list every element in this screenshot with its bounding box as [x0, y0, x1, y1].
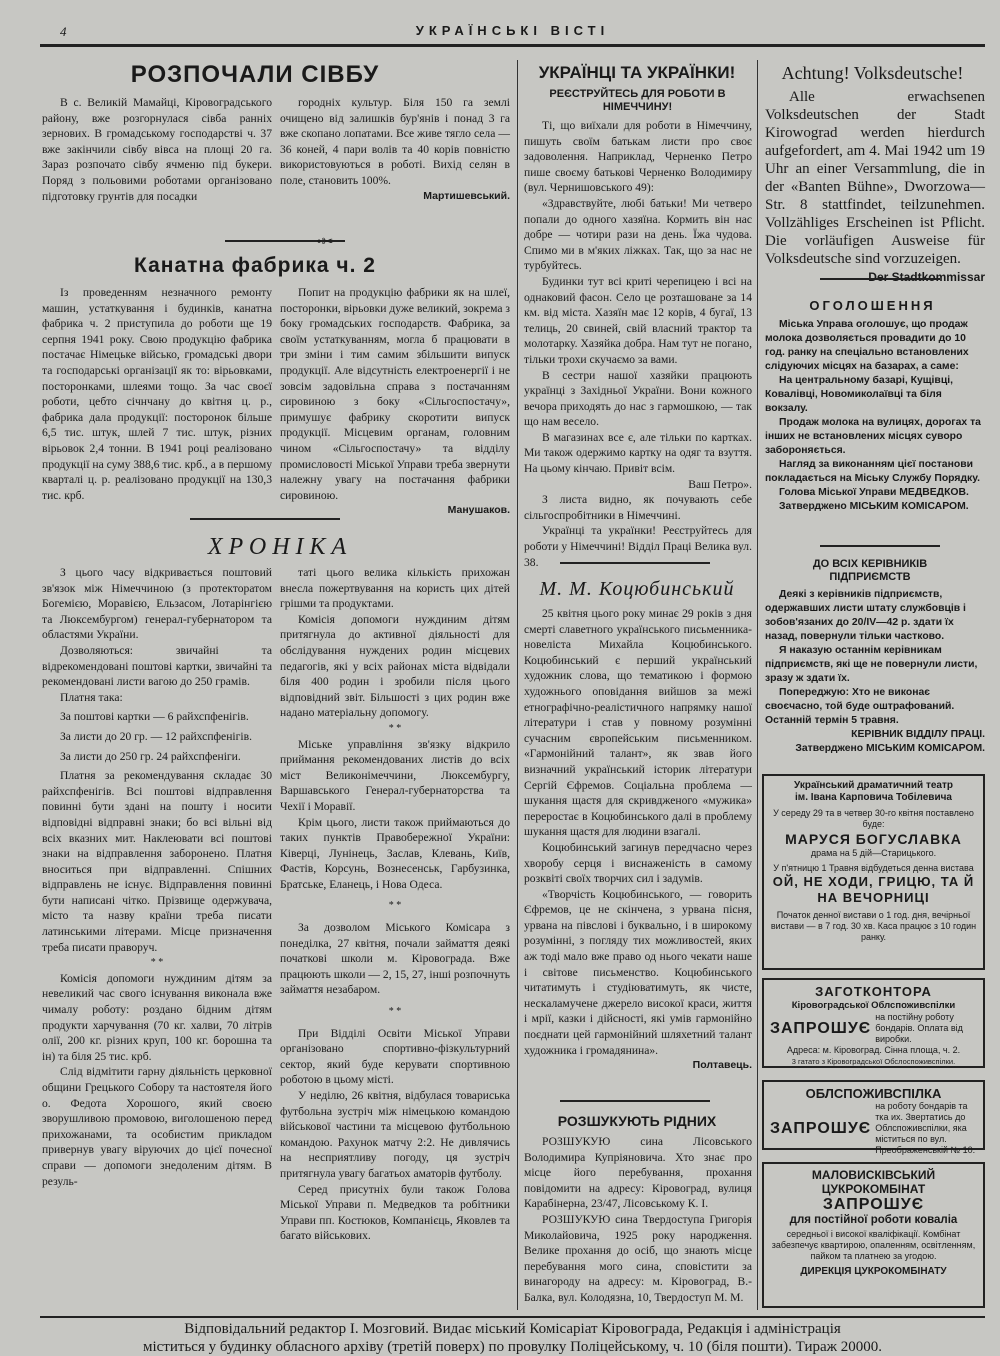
- theatre-dates: У середу 29 та в четвер 30-го квітня поставлено буде:: [773, 808, 974, 829]
- sivba-signature: Мартишевський.: [423, 189, 510, 202]
- ogoloshennia-approval: Затверджено МІСЬКИМ КОМІСАРОМ.: [779, 501, 969, 512]
- khronika-para: У неділю, 26 квітня, відбулася товариська футбольна зустріч між німецькою командою військової частини та місцевою футбольною командою. Рахунок матчу 2:2. Не дивлячись на несприятливу погоду, ця зустріч притягнула увагу багатьох аматорів футболу.: [280, 1089, 510, 1180]
- ukraintsi-signoff: Ваш Петро».: [688, 477, 752, 491]
- divider-rule: [820, 545, 940, 547]
- imprint-footer: [40, 1316, 985, 1356]
- tsukro-terms: середньої і високої кваліфікації. Комбінат забезпечує квартирою, опаленням, освітленням, пайком та платнею за угодою.: [771, 1229, 976, 1261]
- divider-rule: [820, 278, 940, 280]
- theatre-play-1-note: драма на 5 дій—Старицького.: [810, 848, 937, 858]
- divider-rule: [190, 518, 340, 520]
- khronika-para: Комісія допомоги нуждиним дітям притягнула до активної діяльності для обслідування нуждених родин місцевих педагогів, які у всіх районах міста відвідали біля 400 родин і зробили після цього відповідний звіт. Більшості з цих родин вже надано матеріальну допомогу.: [280, 612, 510, 720]
- page-number: 4: [60, 24, 67, 39]
- achtung-title: Achtung! Volksdeutsche!: [781, 63, 964, 83]
- theatre-play-1: МАРУСЯ БОГУСЛАВКА: [785, 831, 962, 847]
- ogoloshennia-signature: Голова Міської Управи МЕДВЕДКОВ.: [779, 487, 969, 498]
- theatre-matinee: У п'ятницю 1 Травня відбудеться денна вистава: [773, 863, 974, 873]
- zagotkontora-job: на постійну роботу бондарів. Оплата від виробки.: [875, 1012, 963, 1044]
- sivba-col1-text: В с. Великій Мамайці, Кіровоградського району, вже розгорнулася сівба ранніх зернових. В громадському господарстві ч. 37 вже закінчили сівбу вівса на площі 20 га. Зараз розпочато сівбу ячменю під букери. Поряд з польовими роботами організовано підготовку грунтів для посадки: [42, 96, 272, 203]
- khronika-para: Платня за рекомендування складає 30 райхспфенігів. Всі поштові відправлення повинні бути здані на пошту і носити відповідні відправні знаки; бо всі вільні від всіх вказних мит. Наклеювати всі поштові знаки на відправлення заборонено. Платня вноситься при відправленні. Спішних відправлень не існує. Відправлення повинні бути написані чітко. Прізвище одержувача, місто та назву країни треба писати латинськими літерами. Місце призначення треба писати праворуч.: [42, 769, 272, 954]
- oblspozh-invite: ЗАПРОШУЄ: [770, 1119, 872, 1137]
- asterism: * *: [388, 1006, 402, 1018]
- khronika-para: таті цього велика кількість прихожан внесла пожертвування на користь цих дітей грішми та продуктами.: [280, 566, 510, 611]
- ukraintsi-para: Українці та українки! Реєструйтесь для роботи у Німеччині! Відділ Праці Велика вул. 38.: [524, 524, 752, 569]
- achtung-signature: Der Stadtkommissar: [868, 270, 985, 284]
- theatre-play-2: ОЙ, НЕ ХОДИ, ГРИЦЮ, ТА Й НА ВЕЧОРНИЦІ: [772, 874, 975, 905]
- ukraintsi-para: Будинки тут всі криті черепицею і всі на однаковий фасон. Село це розташоване за 14 км. від міста. Хазяїн має 12 корів, 4 бугаї, 13 телиць, 20 свиней, свій власний трактор та молотарку. Хазяйка добра. Нам тут не погано, тільки трохи скучаємо за вами.: [524, 274, 752, 366]
- zagotkontora-name: ЗАГОТКОНТОРА: [815, 984, 932, 999]
- ukraintsi-para: В сестри нашої хазяйки працюють українці з Західньої України. Вони кожного вечора приходять до нас з гармошкою, — так що нам весело.: [524, 368, 752, 429]
- khronika-para: Міське управління зв'язку відкрило приймання рекомендованих листів до всіх міст Великонімеччини, Люксембургу, Варшавського Генерал-губернаторства та Чехії і Моравії.: [280, 737, 510, 813]
- column-divider: [517, 60, 518, 1310]
- sivba-title: РОЗПОЧАЛИ СІВБУ: [130, 61, 380, 88]
- ukraintsi-para: З листа видно, як почувають себе сільгоспробітники в Німеччині.: [524, 493, 752, 522]
- kanat-col1-text: Із проведенням незначного ремонту машин, устаткування і будинків, канатна фабрика ч. 2 приступила до роботи ще 19 серпня 1941 року. Свою продукцію фабрика постачає Німецьке військо, громадські двори та господарські організації як то: вірьовками, посторонками, шлеями тощо. За час своєї роботи, цебто січнчану до квітня ц. р., фабрика дала продукції: посторонок більше 6,5 тис. штук, шлей 7 тис. штук, різних вірьовок 2,4 тонни. В 1941 році реалізовано продукції на суму 388,6 тис. крб., а в першому кварталі ц. р. реалізовано продукції на 130,3 тис. крб.: [42, 286, 272, 502]
- theatre-name-2: ім. Івана Карповича Тобілевича: [795, 792, 952, 803]
- kotsiubynsky-para: Коцюбинський загинув передчасно через хворобу серця і виснаженість в самому розквіті своїх творчих сил і задумів.: [524, 840, 752, 886]
- kotsiubynsky-title: М. М. Коцюбинський: [539, 578, 735, 600]
- ogoloshennia-para: Нагляд за виконанням цієї постанови покладається на Міську Службу Порядку.: [765, 459, 980, 484]
- theatre-ad: [762, 774, 985, 970]
- kanat-signature: Манушаков.: [447, 504, 510, 517]
- ogoloshennia-title: ОГОЛОШЕННЯ: [809, 298, 936, 313]
- zagotkontora-row: [770, 1012, 977, 1045]
- tsukro-name: МАЛОВИСКІВСЬКИЙ ЦУКРОКОМБІНАТ: [811, 1168, 936, 1196]
- kerivnykiv-approval: Затверджено МІСЬКИМ КОМІСАРОМ.: [795, 743, 985, 754]
- ukraintsi-para: Ті, що виїхали для роботи в Німеччину, пишуть своїм батькам листи про своє задоволення. Наприклад, Черненко Петро пише своєму батькові Черненко Володимиру (вул. Чернишовського 49):: [524, 119, 752, 195]
- imprint-line-2: міститься у будинку обласного архіву (третій поверх) по провулку Поліцейському, ч. 10 (біля пошти). Тираж 20000.: [142, 1339, 883, 1355]
- khronika-para: За листи до 250 гр. 24 райхспфеніги.: [60, 749, 241, 763]
- paper-title: УКРАЇНСЬКІ ВІСТІ: [415, 23, 610, 38]
- khronika-para: За поштові картки — 6 райхспфенігів.: [60, 710, 249, 724]
- khronika-para: Слід відмітити гарну діяльність церковної общини Грецького Собору та настоятеля його о. Федота Хорошого, який своєю зворушливою промовою, виголошеною перед прихожанами, та особистим прикладом привернув увагу віруючих до цієї почесної справи — допомоги знедоленим дітям. В резуль-: [42, 1065, 272, 1188]
- zagotkontora-address: Адреса: м. Кіровоград. Сінна площа, ч. 2.: [786, 1045, 961, 1055]
- kanat-col2-text: Попит на продукцію фабрики як на шлеї, посторонки, вірьовки дуже великий, зокрема з боку громадських господарств. Фабрика, за своїм устаткуванням, могла б працювати в три зміни і тим самим збільшити випуск продукції. Але відсутність електроенергії і не зовсім задовільна справа з постачанням сировиною з боку «Сільгоспостачу», примушує фабрику скоротити випуск продукції. Місцевим органам, головним чином «Сільгоспостачу» та відділу промисловості Міської Управи треба звернути належну увагу на постачання фабрики сировиною.: [280, 286, 510, 502]
- kerivnykiv-title: ДО ВСІХ КЕРІВНИКІВ ПІДПРИЄМСТВ: [812, 558, 928, 583]
- oblspozh-name: ОБЛСПОЖИВСПІЛКА: [805, 1086, 942, 1101]
- imprint-line-1: Відповідальний редактор І. Мозговий. Видає міський Комісаріат Кіровограда, Редакція і адміністрація: [184, 1321, 841, 1337]
- oblspozh-row: [770, 1101, 977, 1156]
- khronika-col2: [280, 565, 510, 1310]
- kerivnykiv-para: Я наказую останнім керівникам підприємств, які ще не повернули листи, зразу ж здати їх.: [765, 645, 978, 684]
- khronika-para: Платня така:: [60, 690, 123, 704]
- khronika-para: З цього часу відкривається поштовий зв'язок між Німеччиною (з протекторатом Богемією, Моравією, Ельзасом, Лотарінгією та Люксембургом) генерал-губернатором та областями України.: [42, 566, 272, 642]
- sivba-col1: [42, 95, 272, 255]
- asterism: * *: [150, 957, 164, 969]
- khronika-title: ХРОНІКА: [207, 534, 353, 560]
- column-divider: [757, 60, 758, 1310]
- kerivnykiv-body: [765, 588, 985, 758]
- kerivnykiv-signature: КЕРІВНИК ВІДДІЛУ ПРАЦІ.: [851, 729, 985, 740]
- khronika-para: При Відділі Освіти Міської Управи організовано спортивно-фізкультурний сектор, який буде керувати спортивною роботою в цьому місті.: [280, 1026, 510, 1087]
- zagotkontora-invite: ЗАПРОШУЄ: [770, 1019, 872, 1037]
- tsukro-job: для постійної роботи коваліа: [789, 1214, 958, 1226]
- divider-ornament: •✂: [316, 235, 334, 250]
- khronika-col1: [42, 565, 272, 1310]
- khronika-para: Серед присутніх були також Голова Міської Управи п. Медведков та робітники Управи пп. Костюков, Компанієць, Яковлев та багато військових.: [280, 1182, 510, 1243]
- zagotkontora-org: Кіровоградської Облспоживспілки: [791, 1000, 956, 1011]
- tsukro-signature: ДИРЕКЦІЯ ЦУКРОКОМБІНАТУ: [800, 1266, 947, 1277]
- khronika-para: Крім цього, листи також приймаються до таких пунктів Правобережної України: Ківерці, Лунінець, Заслав, Клевань, Київ, Фастів, Корсунь, Вознесенськ, Гарбузинка, Братське, Еланець, і Нова Одеса.: [280, 815, 510, 891]
- kanat-title: Канатна фабрика ч. 2: [134, 254, 376, 277]
- kotsiubynsky-body: [524, 606, 752, 1091]
- ukraintsi-para: «Здравствуйте, любі батьки! Ми четверо попали до одного хазяїна. Кормить він нас добре — чотири рази на день. Їжа чудова. Спимо ми в м'яких ліжках. Так, що за нас не турбуйтесь.: [524, 196, 752, 273]
- khronika-para: Комісія допомоги нуждиним дітям за невеликий час свого існування виконала вже чималу роботу: роздано бідним дітям продукти харчування (70 кг. халви, 70 літрів олії, 200 кг. різних круп, 100 кг. борошна та ін) та біля 25 тис. крб.: [42, 971, 272, 1063]
- tsukro-invite: ЗАПРОШУЄ: [822, 1196, 925, 1213]
- kanat-col2: [280, 285, 510, 517]
- sivba-col2: [280, 95, 510, 255]
- zagotkontora-ad: [762, 978, 985, 1068]
- khronika-para: За листи до 20 гр. — 12 райхспфенігів.: [60, 729, 252, 743]
- divider-rule: [560, 562, 710, 564]
- kerivnykiv-para: Деякі з керівників підприємств, одержавших листи штату службовців і зобов'язаних до 20/IV—42 р. здати їх назад, повернули тільки частково.: [765, 589, 966, 642]
- theatre-times: Початок денної вистави о 1 год. дня, вечірньої вистави — в 7 год. 30 хв. Каса працює з 10 годин ранку.: [770, 910, 977, 942]
- rozshuk-title: РОЗШУКУЮТЬ РІДНИХ: [557, 1113, 717, 1129]
- oblspozh-job: на роботу бондарів та тка их. Звертатись до Облспоживспілки, яка міститься по вул. Преображенській № 10.: [875, 1101, 976, 1155]
- achtung-body: [765, 88, 985, 284]
- kotsiubynsky-para: 25 квітня цього року минає 29 років з дня смерті славетного українського письменника-новеліста Михайла Коцюбинського. Коцюбинський є перший український художник слова, що тематикою і формою художнього оповідання вийшов за межі етнографічно-реалістичного напрямку нашої літератури і став у повному розумінні сучасним європейським письменником. «Гармонійний талант», як звав його визначний український історик літератури Сергій Єфремов. Соціальна проблема — шукання щастя для скривдженого «мужика» переростає в Коцюбинського далі в проблему шукання щастя для людини взагалі.: [524, 607, 752, 839]
- kotsiubynsky-para: «Творчість Коцюбинського, — говорить Єфремов, це не скінчена, з урвана пісня, урвана на півслові і буквально, і в широкому розумінні, з погляду тих можливостей, яких аж тоді мало вже право од нього чекати наше і світове письменство. Коцюбинського читатимуть і студіюватимуть, як чисте, нескаламучене джерело високої краси, життя і мрії, казки і дійсності, які умів гармонійно поєднати цей гармонійний шляхетний талант художника і громадянина».: [524, 887, 752, 1057]
- khronika-para: Дозволяються: звичайні та відрекомендовані поштові картки, звичайні та рекомендовані листи вагою до 250 грамів.: [42, 643, 272, 689]
- divider-rule: [560, 1100, 710, 1102]
- rozshuk-body: [524, 1134, 752, 1312]
- ogoloshennia-para: Міська Управа оголошує, що продаж молока дозволяється провадити до 10 год. ранку на спеціально встановлених слідуючих місцях на базарах, а саме:: [765, 319, 969, 372]
- ukraintsi-para: В магазинах все є, але тільки по картках. Ми також одержимо картку на одяг та взуття. На цьому кінчаю. Привіт всім.: [524, 430, 752, 476]
- ukraintsi-body: [524, 118, 752, 569]
- tsukro-ad: [762, 1162, 985, 1308]
- rozshuk-para: РОЗШУКУЮ сина Лісовського Володимира Купріяновича. Хто знає про місце його перебування, прохання повідомити на адресу: Кіровоград, вулиця Карабінерна, 23/47, Лісовському К. І.: [524, 1135, 752, 1211]
- kerivnykiv-para: Попереджую: Хто не виконає своєчасно, той буде оштрафований. Останній термін 5 травня.: [765, 687, 955, 726]
- masthead: [40, 22, 985, 47]
- zagotkontora-note: 3 гатато з Кіровоградської Обслоспоживспілки.: [791, 1057, 956, 1066]
- achtung-text: Alle erwachsenen Volksdeutschen der Stadt Kirowograd werden hierdurch aufgefordert, am 4. Mai 1942 um 19 Uhr an einer Versammlung, die in der «Banten Bühne», Dworzowa—Str. 8 stattfindet, teilzunehmen. Vollzähliges Erscheinen ist Pflicht. Die vorläufigen Ausweise für Volksdeutsche sind vorzuzeigen.: [765, 89, 985, 267]
- ogoloshennia-body: [765, 318, 985, 540]
- ukraintsi-subtitle: РЕЄСТРУЙТЕСЬ ДЛЯ РОБОТИ В НІМЕЧЧИНУ!: [549, 88, 726, 113]
- kanat-col1: [42, 285, 272, 510]
- khronika-para: За дозволом Міського Комісара з понеділка, 27 квітня, почали займаття деякі початкові школи м. Кіровограда. Вже працюють школи — 2, 15, 27, інші розпочнуть займаття незабаром.: [280, 921, 510, 997]
- theatre-name: Український драматичний театр: [794, 780, 953, 791]
- rozshuk-para: РОЗШУКУЮ сина Твердоступа Григорія Миколайовича, 1925 року народження. Велике прохання до осіб, що знають місце перебування мого сина, сповістити за винагороду на адресу: м. Кіровоград, В.-Балка, вул. Колодязна, 10, Твердоступ М. М.: [524, 1212, 752, 1304]
- sivba-col2-text: городніх культур. Біля 150 га землі очищено від залишків бур'янів і понад 3 га вже скопано лопатами. Все живе тягло села — 36 коней, 4 пари волів та 40 корів повністю використовуються в роботі. Вихід селян в поле, становить 100%.: [280, 96, 510, 187]
- asterism: * *: [388, 900, 402, 912]
- asterism: * *: [388, 722, 402, 734]
- ogoloshennia-para: На центральному базарі, Кущівці, Ковалівці, Новомиколаївці та біля вокзалу.: [765, 375, 953, 414]
- ogoloshennia-para: Продаж молока на вулицях, дорогах та інших не встановлених місцях суворо забороняється.: [765, 417, 981, 456]
- oblspozh-ad: [762, 1080, 985, 1155]
- ukraintsi-title: УКРАЇНЦІ ТА УКРАЇНКИ!: [538, 63, 736, 82]
- kotsiubynsky-signature: Полтавець.: [692, 1059, 752, 1072]
